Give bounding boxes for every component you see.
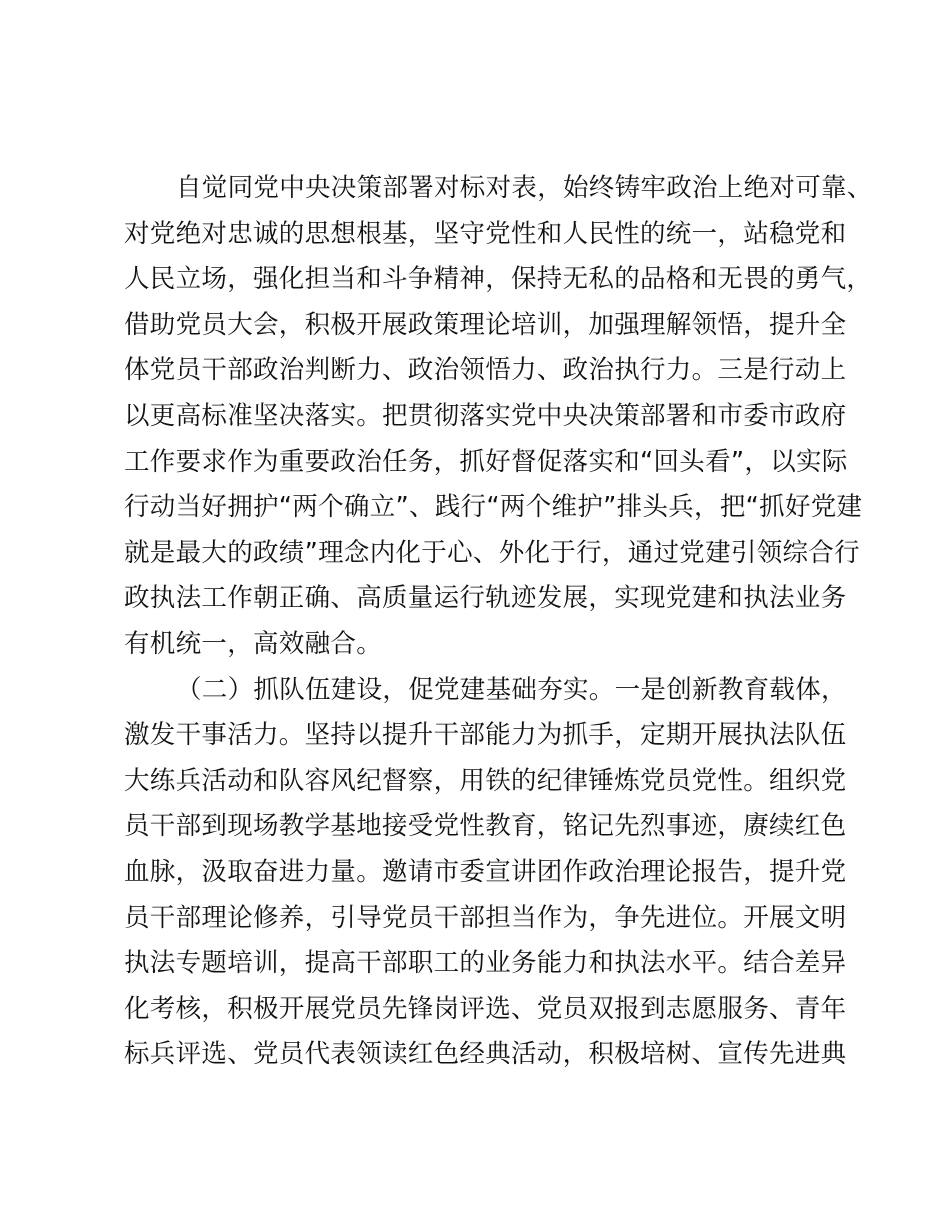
text-line: 对党绝对忠诚的思想根基，坚守党性和人民性的统一，站稳党和 xyxy=(124,218,847,249)
body-text xyxy=(124,166,873,1078)
text-line: 执法专题培训，提高干部职工的业务能力和执法水平。结合差异 xyxy=(124,948,847,979)
text-line: 自觉同党中央决策部署对标对表，始终铸牢政治上绝对可靠、 xyxy=(176,173,873,203)
text-line: 血脉，汲取奋进力量。邀请市委宣讲团作政治理论报告，提升党 xyxy=(124,856,847,887)
text-line: 员干部到现场教学基地接受党性教育，铭记先烈事迹，赓续红色 xyxy=(124,811,847,842)
text-line: 工作要求作为重要政治任务，抓好督促落实和“回头看”，以实际 xyxy=(124,446,848,477)
text-line: 以更高标准坚决落实。把贯彻落实党中央决策部署和市委市政府 xyxy=(124,400,847,431)
section-heading-line: （二）抓队伍建设，促党建基础夯实。一是创新教育载体， xyxy=(176,674,847,705)
text-line: 体党员干部政治判断力、政治领悟力、政治执行力。三是行动上 xyxy=(124,355,847,386)
text-line: 大练兵活动和队容风纪督察，用铁的纪律锤炼党员党性。组织党 xyxy=(124,765,847,796)
text-line: 行动当好拥护“两个确立”、践行“两个维护”排头兵，把“抓好党建 xyxy=(124,492,863,523)
text-line: 标兵评选、党员代表领读红色经典活动，积极培树、宣传先进典 xyxy=(124,1039,847,1070)
text-line: 员干部理论修养，引导党员干部担当作为，争先进位。开展文明 xyxy=(124,902,847,933)
text-line: 借助党员大会，积极开展政策理论培训，加强理解领悟，提升全 xyxy=(124,309,847,340)
text-line: 化考核，积极开展党员先锋岗评选、党员双报到志愿服务、青年 xyxy=(124,993,847,1024)
text-line: 政执法工作朝正确、高质量运行轨迹发展，实现党建和执法业务 xyxy=(124,583,847,614)
text-line: 人民立场，强化担当和斗争精神，保持无私的品格和无畏的勇气， xyxy=(124,264,873,295)
text-line: 激发干事活力。坚持以提升干部能力为抓手，定期开展执法队伍 xyxy=(124,720,847,751)
text-line: 就是最大的政绩”理念内化于心、外化于行，通过党建引领综合行 xyxy=(124,537,860,568)
text-line: 有机统一，高效融合。 xyxy=(124,628,383,659)
